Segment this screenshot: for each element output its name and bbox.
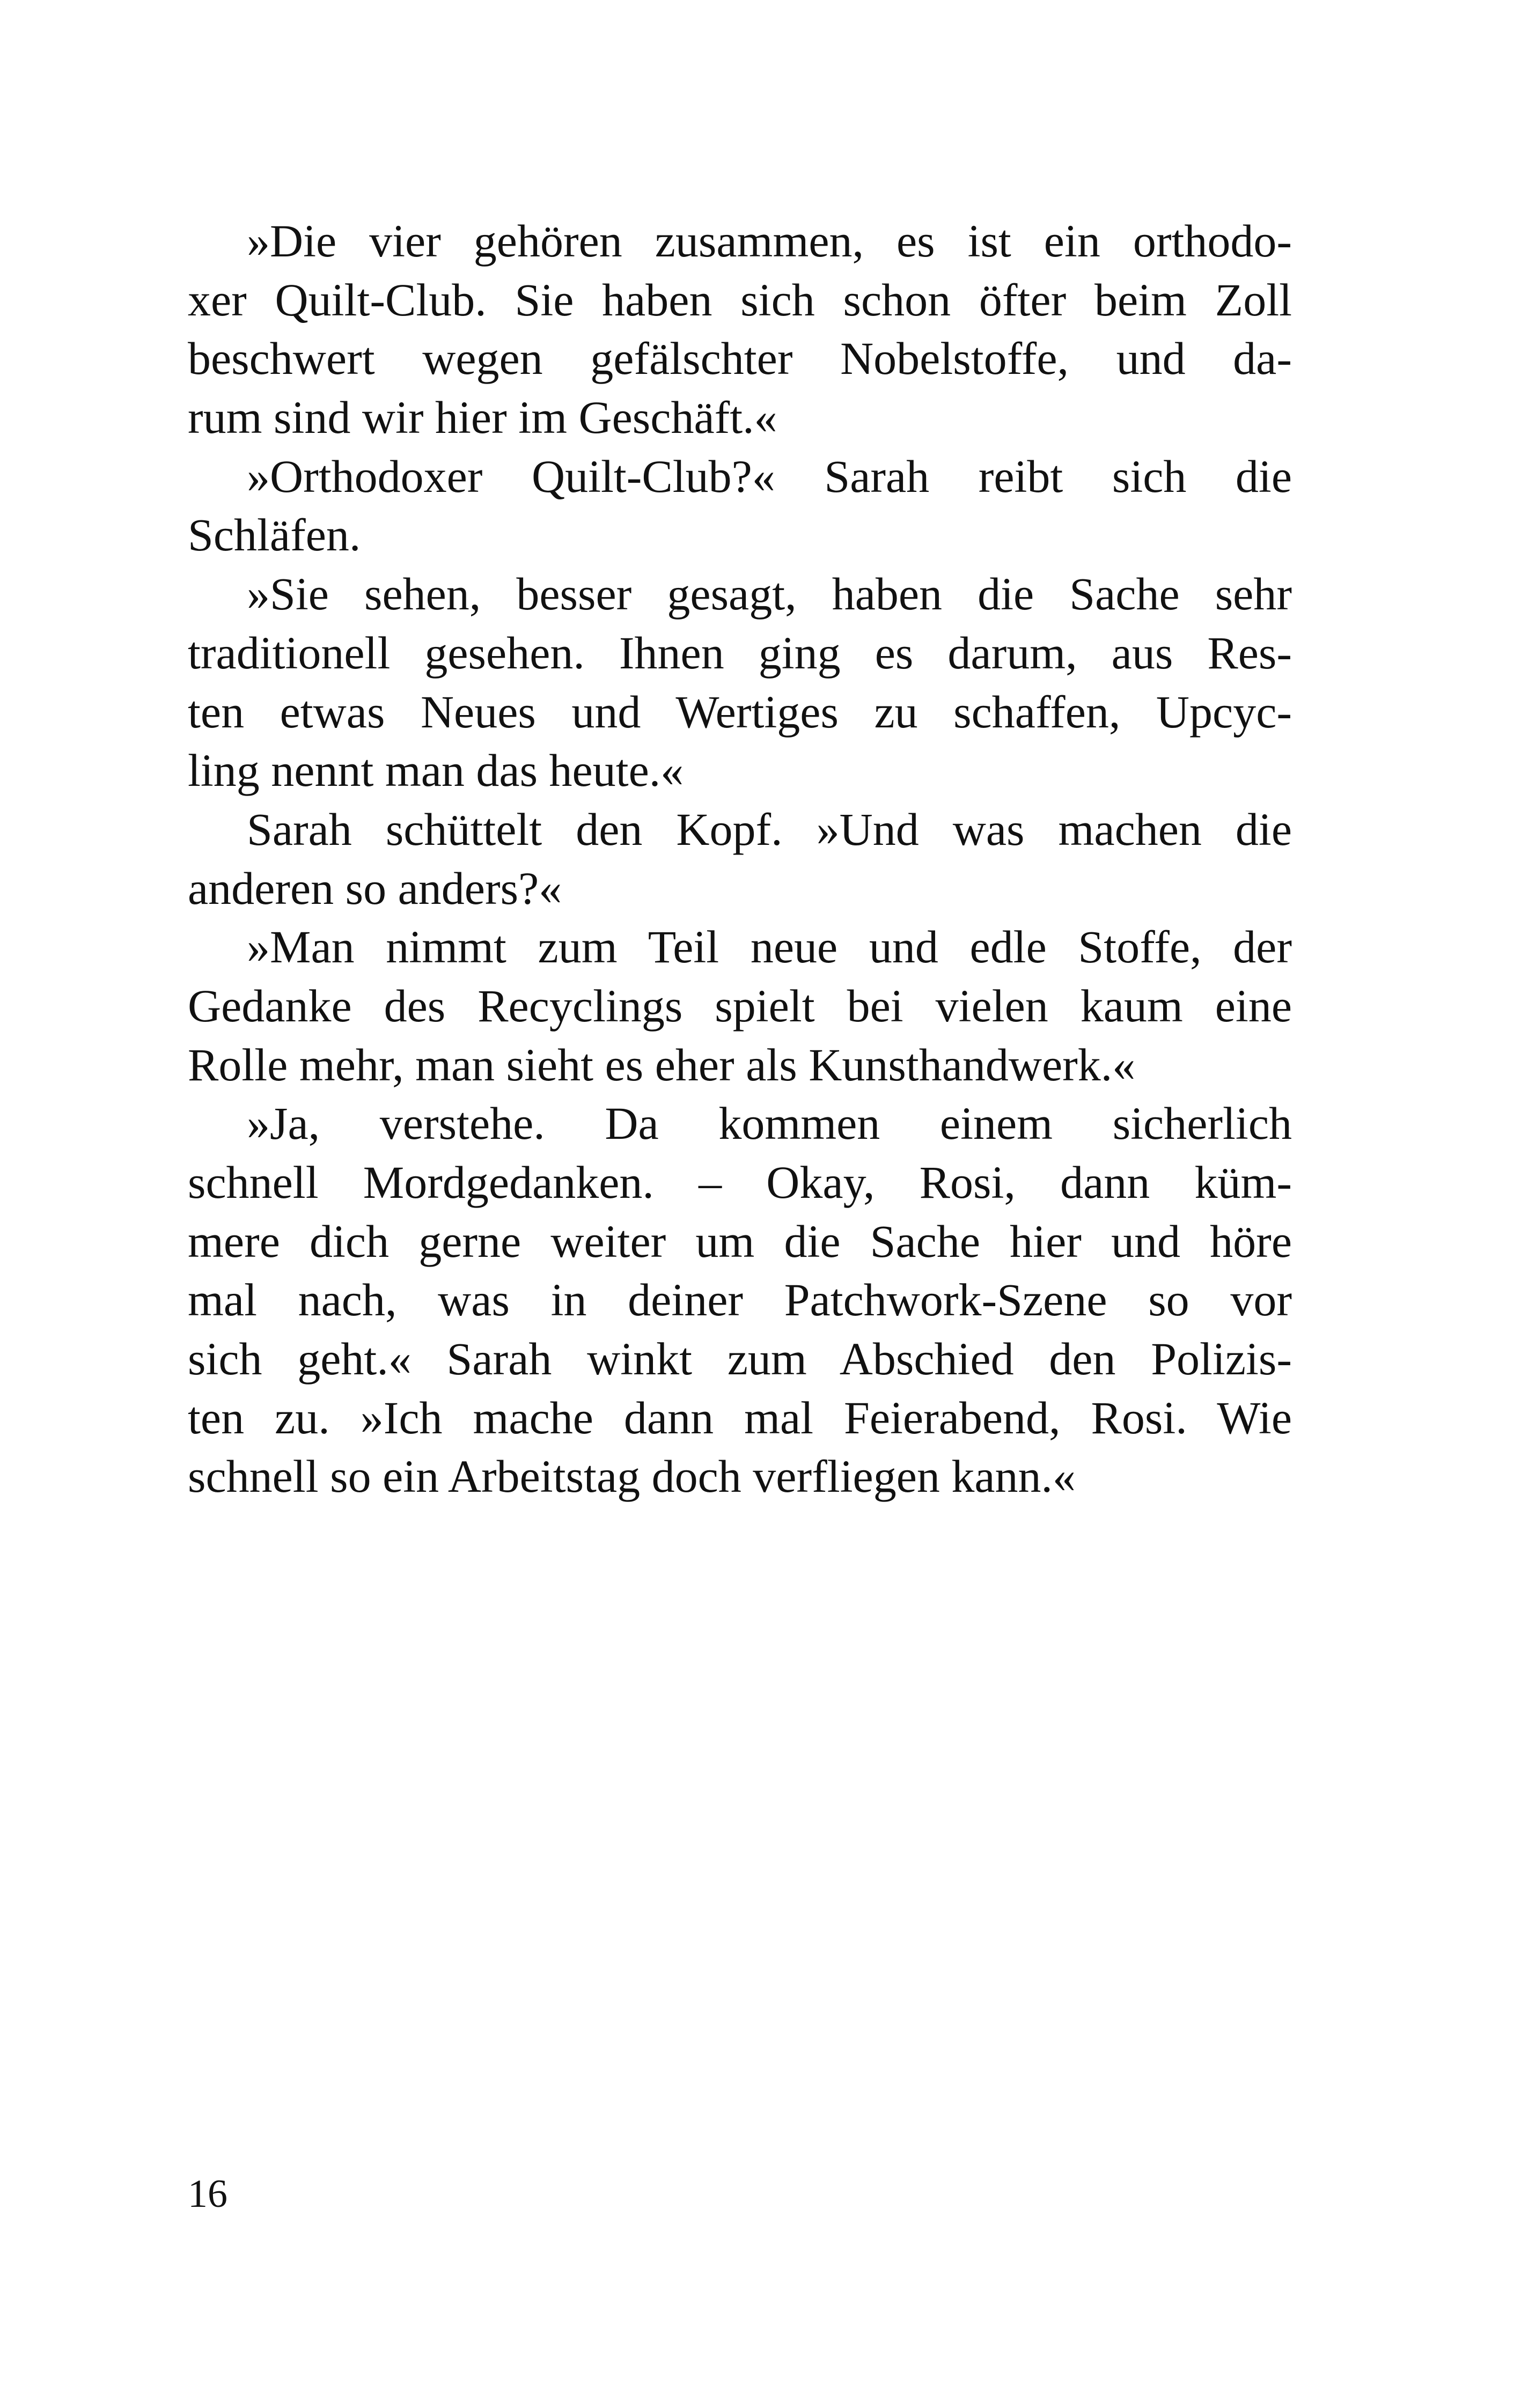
- text-line: sich geht.« Sarah winkt zum Abschied den Polizis-: [188, 1333, 1292, 1385]
- text-line: rum sind wir hier im Geschäft.«: [188, 392, 777, 444]
- page-number: 16: [188, 2172, 227, 2216]
- text-line: xer Quilt-Club. Sie haben sich schon öfter beim Zoll: [188, 274, 1292, 326]
- text-line: schnell Mordgedanken. – Okay, Rosi, dann küm-: [188, 1157, 1292, 1208]
- text-line: beschwert wegen gefälschter Nobelstoffe, und da-: [188, 333, 1292, 385]
- text-line: mal nach, was in deiner Patchwork-Szene so vor: [188, 1274, 1292, 1326]
- text-line: traditionell gesehen. Ihnen ging es darum, aus Res-: [188, 627, 1292, 679]
- text-line: schnell so ein Arbeitstag doch verfliegen kann.«: [188, 1450, 1076, 1503]
- text-line: »Orthodoxer Quilt-Club?« Sarah reibt sich die: [247, 450, 1292, 502]
- text-line: »Man nimmt zum Teil neue und edle Stoffe, der: [247, 921, 1292, 973]
- text-line: mere dich gerne weiter um die Sache hier und höre: [188, 1215, 1292, 1267]
- text-line: Schläfen.: [188, 509, 361, 561]
- text-line: ten zu. »Ich mache dann mal Feierabend, Rosi. Wie: [188, 1391, 1292, 1444]
- body-text: [188, 212, 1292, 1506]
- text-line: »Sie sehen, besser gesagt, haben die Sache sehr: [247, 568, 1292, 620]
- text-line: Rolle mehr, man sieht es eher als Kunsthandwerk.«: [188, 1039, 1136, 1091]
- text-line: ling nennt man das heute.«: [188, 745, 684, 797]
- text-line: Sarah schüttelt den Kopf. »Und was machen die: [247, 803, 1292, 855]
- text-line: ten etwas Neues und Wertiges zu schaffen, Upcyc-: [188, 686, 1292, 738]
- text-line: anderen so anders?«: [188, 862, 562, 914]
- text-line: »Ja, verstehe. Da kommen einem sicherlich: [247, 1098, 1292, 1150]
- text-line: Gedanke des Recyclings spielt bei vielen kaum eine: [188, 980, 1292, 1032]
- text-line: »Die vier gehören zusammen, es ist ein orthodo-: [247, 215, 1292, 267]
